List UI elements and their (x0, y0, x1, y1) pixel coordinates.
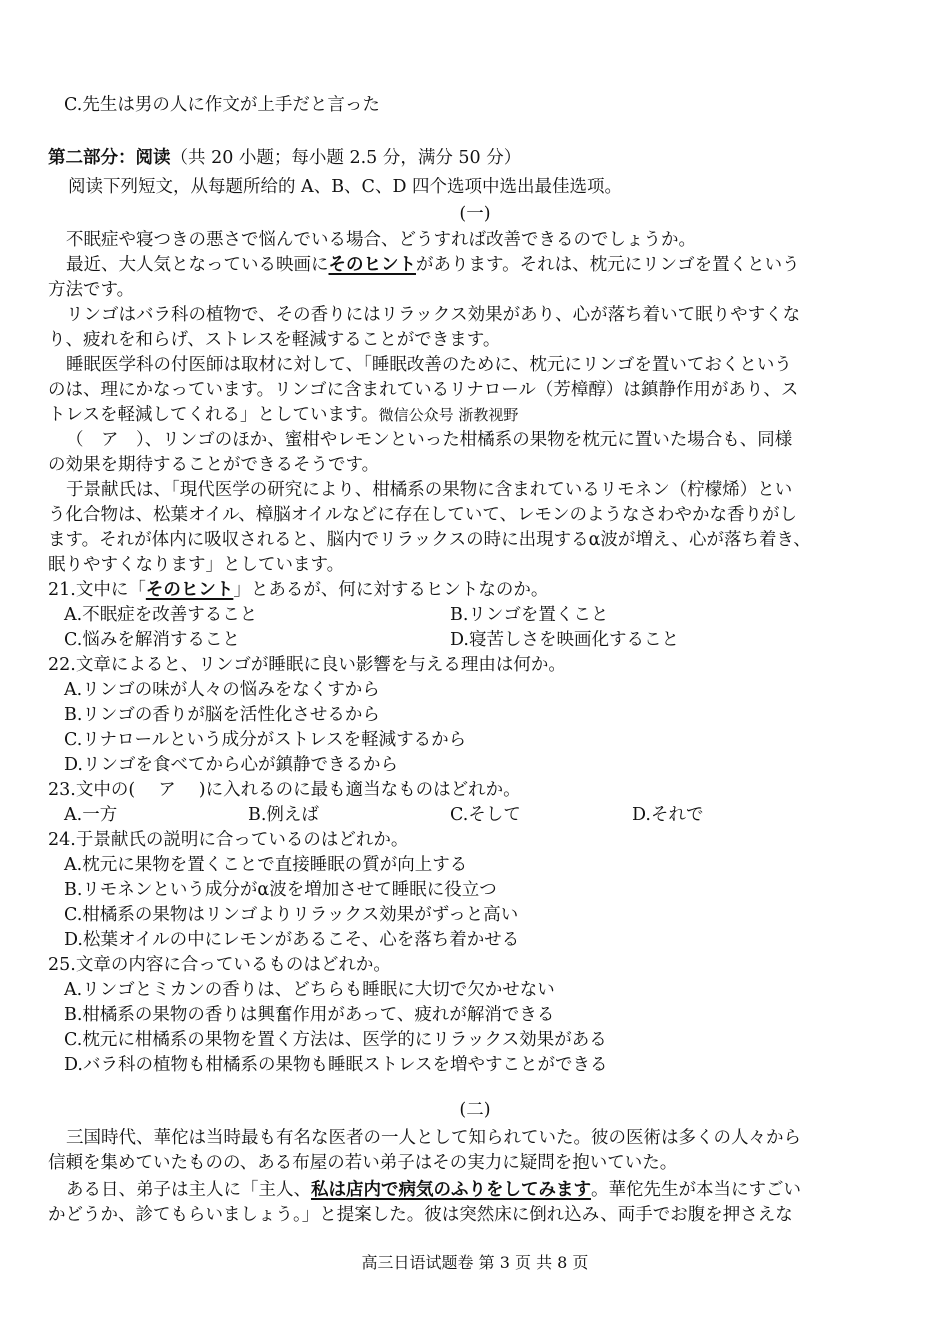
passage1-p4-line2: のは、理にかなっています。リンゴに含まれているリナロール（芳樟醇）は鎮静作用があり、ス (48, 380, 799, 400)
q22-option-c: C.リナロールという成分がストレスを軽減するから (64, 730, 467, 750)
passage1-p5-line2: の効果を期待することができるそうです。 (48, 455, 380, 475)
passage1-p2-line2: 方法です。 (48, 280, 135, 300)
part2-heading-detail: （共 20 小题；每小题 2.5 分，满分 50 分） (170, 148, 522, 168)
passage2-p1-line2: 信頼を集めていたものの、ある布屋の若い弟子はその実力に疑問を抱いていた。 (48, 1153, 678, 1173)
passage1-p4-text: トレスを軽減してくれる」としています。 (48, 405, 379, 425)
question-25: 25.文章の内容に合っているものはどれか。 (48, 955, 391, 975)
passage2-p2-text: ある日、弟子は主人に「主人、 (66, 1180, 311, 1200)
passage1-p1: 不眠症や寝つきの悪さで悩んでいる場合、どうすれば改善できるのでしょうか。 (66, 230, 696, 250)
passage2-number: (二) (459, 1100, 491, 1120)
passage2-underlined-sentence: 私は店内で病気のふりをしてみます (311, 1180, 591, 1200)
q24-option-a: A.枕元に果物を置くことで直接睡眠の質が向上する (64, 855, 468, 875)
passage1-p6-line1: 于景献氏は、「現代医学の研究により、柑橘系の果物に含まれているリモネン（柠檬烯）とい (66, 480, 793, 500)
passage1-number: (一) (459, 204, 491, 224)
passage2-p1-line1: 三国時代、華佗は当時最も有名な医者の一人として知られていた。彼の医術は多くの人々から (66, 1128, 801, 1148)
q21-option-d: D.寝苦しさを映画化すること (450, 630, 679, 650)
passage1-hint-underlined: そのヒント (328, 255, 416, 275)
passage1-p5-line1: （ ア ）、リンゴのほか、蜜柑やレモンといった柑橘系の果物を枕元に置いた場合も、同様 (66, 430, 793, 450)
question-23: 23.文中の( ア )に入れるのに最も適当なものはどれか。 (48, 780, 521, 800)
passage1-p4-line1: 睡眠医学科の付医師は取材に対して、「睡眠改善のために、枕元にリンゴを置いておくという (66, 355, 792, 375)
passage1-p2-text: 最近、大人気となっている映画に (66, 255, 329, 275)
q25-option-b: B.柑橘系の果物の香りは興奮作用があって、疲れが解消できる (64, 1005, 555, 1025)
q22-option-d: D.リンゴを食べてから心が鎮静できるから (64, 755, 398, 775)
prev-option-c: C.先生は男の人に作文が上手だと言った (64, 95, 380, 115)
passage1-p2-text-rest: があります。それは、枕元にリンゴを置くという (416, 255, 800, 275)
passage1-p2-line1 (66, 255, 800, 276)
question-22: 22.文章によると、リンゴが睡眠に良い影響を与える理由は何か。 (48, 655, 566, 675)
passage1-p3-line1: リンゴはバラ科の植物で、その香りにはリラックス効果があり、心が落ち着いて眠りやすくな (66, 305, 801, 325)
q25-option-a: A.リンゴとミカンの香りは、どちらも睡眠に大切で欠かせない (64, 980, 555, 1000)
passage2-p2-line1 (66, 1180, 801, 1201)
q23-option-b: B.例えば (248, 805, 319, 825)
part2-instruction: 阅读下列短文，从每题所给的 A、B、C、D 四个选项中选出最佳选项。 (68, 177, 623, 197)
q23-option-d: D.それで (632, 805, 704, 825)
passage1-p6-line3: ます。それが体内に吸収されると、脳内でリラックスの時に出現するα波が増え、心が落ち着き、 (48, 530, 811, 550)
question-21 (48, 580, 548, 601)
watermark-text: 微信公众号 浙教视野 (378, 406, 519, 424)
q24-option-b: B.リモネンという成分がα波を増加させて睡眠に役立つ (64, 880, 497, 900)
q21-option-c: C.悩みを解消すること (64, 630, 240, 650)
passage2-p2-line2: かどうか、診てもらいましょう。」と提案した。彼は突然床に倒れ込み、両手でお腹を押さえな (48, 1205, 793, 1225)
q24-option-c: C.柑橘系の果物はリンゴよりリラックス効果がずっと高い (64, 905, 519, 925)
q25-option-c: C.枕元に柑橘系の果物を置く方法は、医学的にリラックス効果がある (64, 1030, 607, 1050)
q22-option-a: A.リンゴの味が人々の悩みをなくすから (64, 680, 380, 700)
passage1-p6-line4: 眠りやすくなります」としています。 (48, 555, 345, 575)
q21-text-rest: 」とあるが、何に対するヒントなのか。 (233, 580, 549, 600)
q21-option-b: B.リンゴを置くこと (450, 605, 609, 625)
q24-option-d: D.松葉オイルの中にレモンがあるこそ、心を落ち着かせる (64, 930, 520, 950)
q21-text: 21.文中に「 (48, 580, 146, 600)
passage1-p6-line2: う化合物は、松葉オイル、樟脳オイルなどに存在していて、レモンのようなさわやかな香りがし (48, 505, 797, 525)
q22-option-b: B.リンゴの香りが脳を活性化させるから (64, 705, 380, 725)
q23-option-a: A.一方 (64, 805, 118, 825)
q21-option-a: A.不眠症を改善すること (64, 605, 258, 625)
question-24: 24.于景献氏の説明に合っているのはどれか。 (48, 830, 409, 850)
q23-option-c: C.そして (450, 805, 521, 825)
passage1-p4-line3 (48, 405, 518, 426)
passage2-p2-text-rest: 。華佗先生が本当にすごい (591, 1180, 801, 1200)
q21-hint-underlined: そのヒント (145, 580, 234, 600)
part2-heading-title: 第二部分：阅读 (48, 148, 171, 168)
page-footer: 高三日语试题卷 第 3 页 共 8 页 (361, 1253, 589, 1272)
q25-option-d: D.バラ科の植物も柑橘系の果物も睡眠ストレスを増やすことができる (64, 1055, 608, 1075)
passage1-p3-line2: り、疲れを和らげ、ストレスを軽減することができます。 (48, 330, 501, 350)
part2-heading (48, 148, 521, 169)
